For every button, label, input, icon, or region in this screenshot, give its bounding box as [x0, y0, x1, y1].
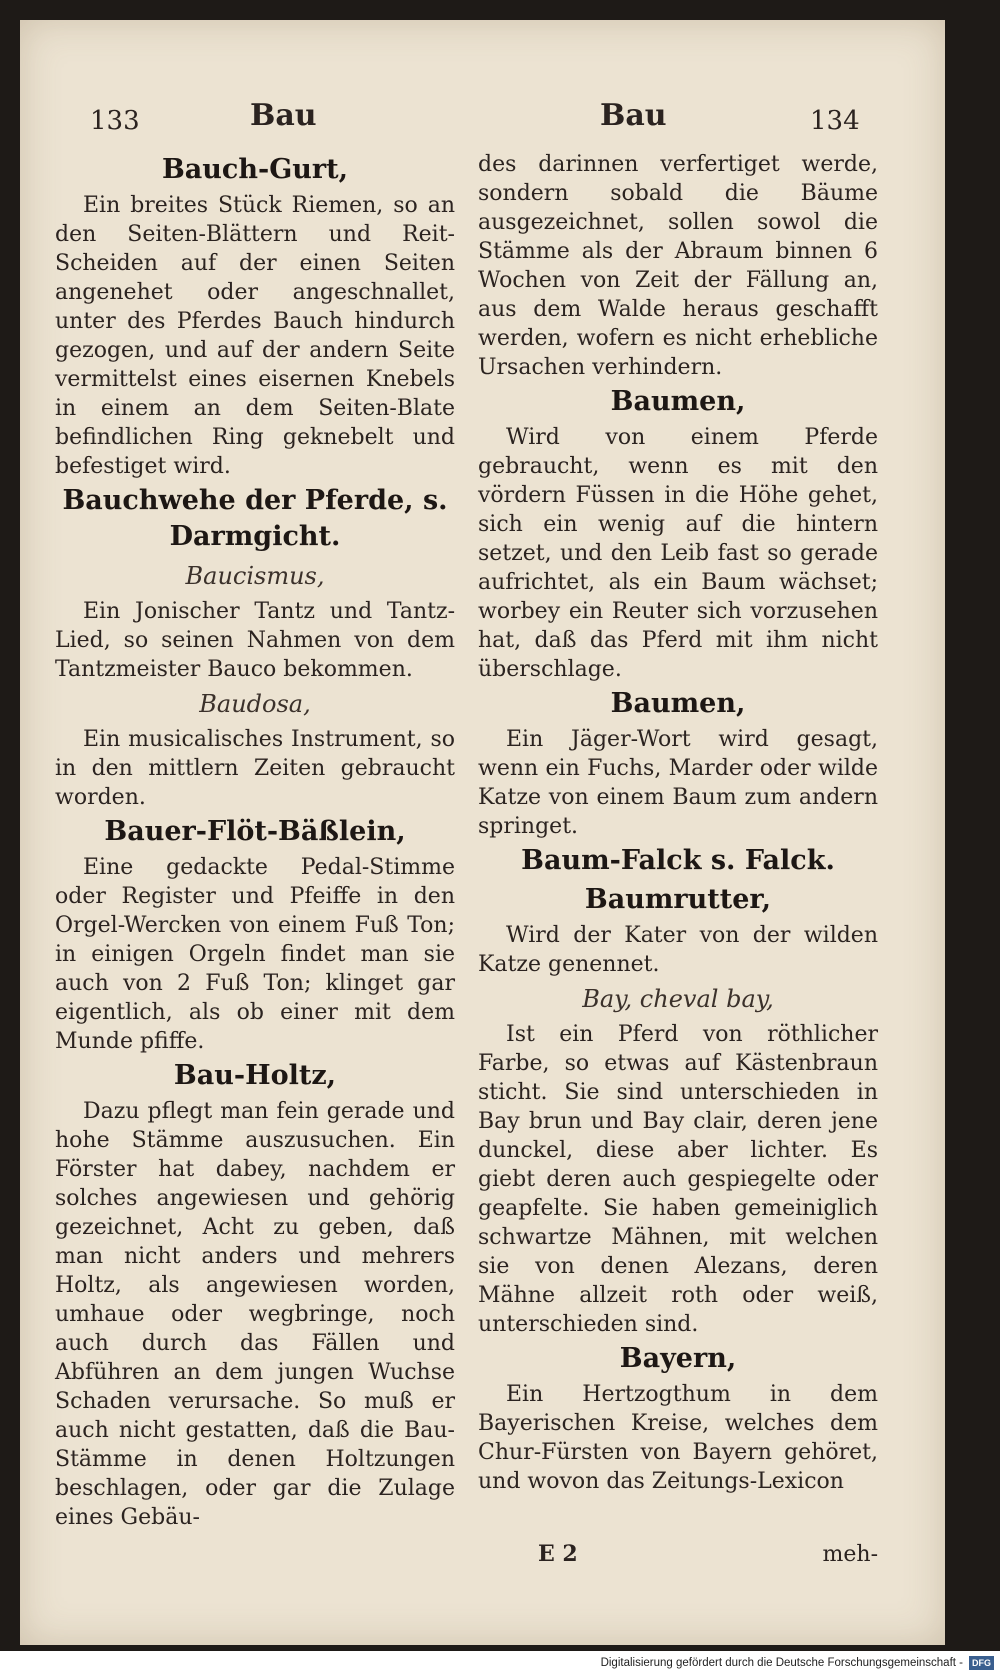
catchword: meh- [822, 1542, 878, 1567]
entry-title: Bauchwehe der Pferde, s. Darmgicht. [62, 485, 448, 552]
entry-bauer-floet-baesslein [55, 814, 455, 1056]
entry-title: Bauer-Flöt-Bäßlein, [104, 816, 406, 847]
entry-title: Baumen, [610, 386, 746, 417]
entry-title: Bau-Holtz, [173, 1060, 337, 1091]
entry-body: Ein breites Stück Riemen, so an den Seiten-Blättern und Reit-Scheiden auf der einen Seiten angenehet oder angeschnallet, unter des Pferdes Bauch hindurch gezogen, und auf der andern Seite vermittelst eines eisernen Knebels in einem an dem Seiten-Blate befindlichen Ring geknebelt und befestiget wird. [55, 193, 455, 479]
entry-body: Ein musicalisches Instrument, so in den mittlern Zeiten gebraucht worden. [55, 727, 455, 810]
entry-title: Bay, cheval bay, [582, 985, 774, 1013]
left-page-number: 133 [90, 106, 140, 136]
entry-baumen-jaeger [478, 686, 878, 841]
signature-mark: E 2 [538, 1541, 578, 1567]
entry-bauch-gurt [55, 152, 455, 481]
entry-title: Bauch-Gurt, [161, 154, 348, 185]
entry-title: Baucismus, [185, 562, 325, 590]
digitization-footer [0, 1651, 1000, 1677]
entry-body: Wird von einem Pferde gebraucht, wenn es mit den vördern Füssen in die Höhe gehet, sich ein wenig auf die hintern setzet, und den Leib fast so gerade aufrichtet, als ein Baum wächset; worbey ein Reuter sich vorzusehen hat, daß das Pferd mit ihm nicht überschlage. [478, 425, 878, 682]
entry-baum-falck [478, 843, 878, 879]
entry-body: Ein Hertzogthum in dem Bayerischen Kreise, welches dem Chur-Fürsten von Bayern gehöret, und wovon das Zeitungs-Lexicon [478, 1382, 878, 1494]
entry-bayern [478, 1341, 878, 1496]
left-column [55, 150, 455, 1532]
entry-title: Baumen, [610, 688, 746, 719]
entry-body: Wird der Kater von der wilden Katze genennet. [478, 923, 878, 977]
entry-bau-holtz [55, 1058, 455, 1532]
right-page-number: 134 [810, 106, 860, 136]
entry-baumen-pferd [478, 384, 878, 684]
dfg-logo-icon: DFG [969, 1656, 994, 1670]
entry-baumrutter [478, 882, 878, 979]
left-running-head: Bau [250, 98, 317, 133]
scanned-page [20, 20, 945, 1645]
entry-bauchwehe [55, 483, 455, 555]
entry-title: Baudosa, [199, 690, 311, 718]
catchline [478, 1540, 878, 1570]
continued-text: des darinnen verfertiget werde, sondern sobald die Bäume ausgezeichnet, sollen sowol die Stämme als der Abraum binnen 6 Wochen von Zeit der Fällung an, aus dem Walde heraus geschafft werden, wofern es nicht erhebliche Ursachen verhindern. [478, 152, 878, 380]
entry-title: Baumrutter, [584, 884, 772, 915]
entry-body: Ein Jonischer Tantz und Tantz-Lied, so seinen Nahmen von dem Tantzmeister Bauco bekommen. [55, 599, 455, 682]
entry-title: Bayern, [619, 1343, 737, 1374]
entry-bay [478, 981, 878, 1339]
entry-baucismus [55, 558, 455, 684]
entry-body: Eine gedackte Pedal-Stimme oder Register und Pfeiffe in den Orgel-Wercken von einem Fuß Ton; in einigen Orgeln findet man sie auch von 2 Fuß Ton; klinget gar eigentlich, als ob einer mit dem Munde pfiffe. [55, 855, 455, 1054]
right-running-head: Bau [600, 98, 667, 133]
entry-body: Ein Jäger-Wort wird gesagt, wenn ein Fuchs, Marder oder wilde Katze von einem Baum zum andern springet. [478, 727, 878, 839]
entry-title: Baum-Falck s. Falck. [521, 845, 835, 876]
entry-body: Ist ein Pferd von röthlicher Farbe, so etwas auf Kästenbraun sticht. Sie sind unterschieden in Bay brun und Bay clair, deren jene dunckel, diese aber lichter. Es giebt deren auch gespiegelte oder geapfelte. Sie haben gemeiniglich schwartze Mähnen, mit welchen sie von denen Alezans, deren Mähne allzeit roth oder weiß, unterschieden sind. [478, 1022, 878, 1337]
entry-baudosa [55, 686, 455, 812]
footer-credit: Digitalisierung gefördert durch die Deutsche Forschungsgemeinschaft - [600, 1657, 963, 1669]
running-header [20, 98, 945, 148]
right-column [478, 150, 878, 1567]
entry-body: Dazu pflegt man fein gerade und hohe Stämme auszusuchen. Ein Förster hat dabey, nachdem er solches angewiesen und gehörig gezeichnet, Acht zu geben, daß man nicht anders und mehrers Holtz, als angewiesen worden, umhaue oder wegbringe, noch auch durch das Fällen und Abführen an dem jungen Wuchse Schaden verursache. So muß er auch nicht gestatten, daß die Bau-Stämme in denen Holtzungen beschlagen, oder gar die Zulage eines Gebäu- [55, 1099, 455, 1530]
